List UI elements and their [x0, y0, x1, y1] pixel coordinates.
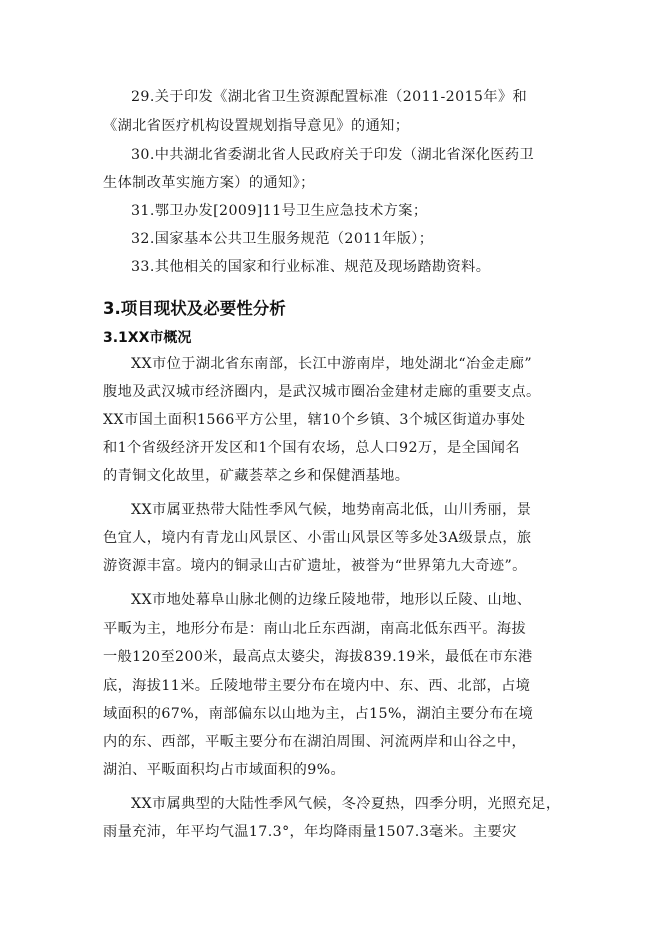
paragraph-line: 底，海拔11米。丘陵地带主要分布在境内中、东、西、北部，占境 [103, 678, 531, 694]
paragraph-line: 色宜人，境内有青龙山风景区、小雷山风景区等多处3A级景点，旅 [103, 530, 532, 546]
paragraph-line: XX市位于湖北省东南部，长江中游南岸，地处湖北“冶金走廊” [131, 356, 532, 372]
paragraph-line: 游资源丰富。境内的铜录山古矿遗址，被誉为“世界第九大奇迹”。 [103, 558, 527, 574]
paragraph-line: XX市国土面积1566平方公里，辖10个乡镇、3个城区街道办事处 [103, 412, 526, 428]
paragraph-line: 的青铜文化故里，矿藏荟萃之乡和保健酒基地。 [103, 468, 410, 484]
paragraph-line: 内的东、西部，平畈主要分布在湖泊周围、河流两岸和山谷之中， [103, 734, 527, 750]
reference-item-31: 31.鄂卫办发[2009]11号卫生应急技术方案； [131, 203, 428, 219]
paragraph-line: XX市属亚热带大陆性季风气候，地势南高北低，山川秀丽，景 [131, 502, 532, 518]
paragraph-line: 域面积的67%，南部偏东以山地为主，占15%，湖泊主要分布在境 [103, 706, 534, 722]
reference-item-32: 32.国家基本公共卫生服务规范（2011年版）； [131, 231, 434, 247]
paragraph-line: 和1个省级经济开发区和1个国有农场，总人口92万，是全国闻名 [103, 440, 520, 456]
paragraph-line: XX市地处幕阜山脉北侧的边缘丘陵地带，地形以丘陵、山地、 [131, 592, 532, 608]
reference-item-29: 29.关于印发《湖北省卫生资源配置标准（2011-2015年》和 [131, 89, 528, 105]
paragraph-line: XX市属典型的大陆性季风气候，冬冷夏热，四季分明，光照充足， [131, 796, 561, 812]
reference-item-30-cont: 生体制改革实施方案）的通知》； [103, 175, 315, 191]
paragraph-line: 湖泊、平畈面积均占市域面积的9%。 [103, 762, 346, 778]
paragraph-line: 平畈为主，地形分布是：南山北丘东西湖，南高北低东西平。海拔 [103, 621, 527, 637]
reference-item-30: 30.中共湖北省委湖北省人民政府关于印发（湖北省深化医药卫 [131, 147, 535, 163]
reference-item-29-cont: 《湖北省医疗机构设置规划指导意见》的通知； [103, 118, 410, 134]
section-heading: 3.项目现状及必要性分析 [103, 299, 286, 318]
paragraph-line: 腹地及武汉城市经济圈内，是武汉城市圈冶金建材走廊的重要支点。 [103, 384, 541, 400]
reference-item-33: 33.其他相关的国家和行业标准、规范及现场踏勘资料。 [131, 259, 491, 275]
subsection-heading: 3.1XX市概况 [103, 330, 192, 346]
paragraph-line: 一般120至200米，最高点太婆尖，海拔839.19米，最低在市东港 [103, 649, 533, 665]
paragraph-line: 雨量充沛，年平均气温17.3°，年均降雨量1507.3毫米。主要灾 [103, 824, 517, 840]
